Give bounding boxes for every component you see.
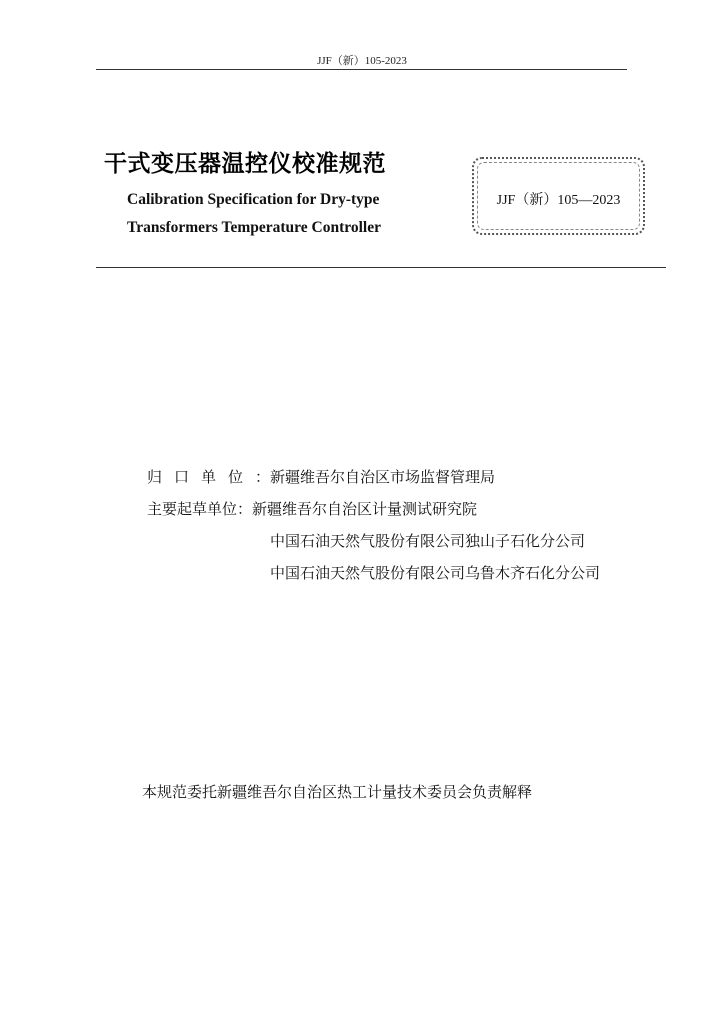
drafter-1: 新疆维吾尔自治区计量测试研究院 [252,500,478,518]
title-divider [96,267,666,268]
specification-code: JJF（新）105—2023 [496,193,621,208]
authority-label: 归口单位： [147,468,283,486]
running-header: JJF（新）105-2023 [317,55,407,67]
drafters-label: 主要起草单位： [147,500,253,518]
authority-value: 新疆维吾尔自治区市场监督管理局 [270,468,496,486]
document-title-english-line2: Transformers Temperature Controller [127,219,381,236]
drafters-row [147,498,477,519]
document-title-chinese: 干式变压器温控仪校准规范 [104,151,386,177]
authority-row [147,466,495,487]
drafter-2-row [270,530,585,551]
drafter-3-row [270,562,600,583]
drafter-3: 中国石油天然气股份有限公司乌鲁木齐石化分公司 [270,564,601,582]
header-divider [96,69,627,70]
interpretation-note: 本规范委托新疆维吾尔自治区热工计量技术委员会负责解释 [142,783,533,801]
document-title-english-line1: Calibration Specification for Dry-type [127,191,380,208]
drafter-2: 中国石油天然气股份有限公司独山子石化分公司 [270,532,586,550]
